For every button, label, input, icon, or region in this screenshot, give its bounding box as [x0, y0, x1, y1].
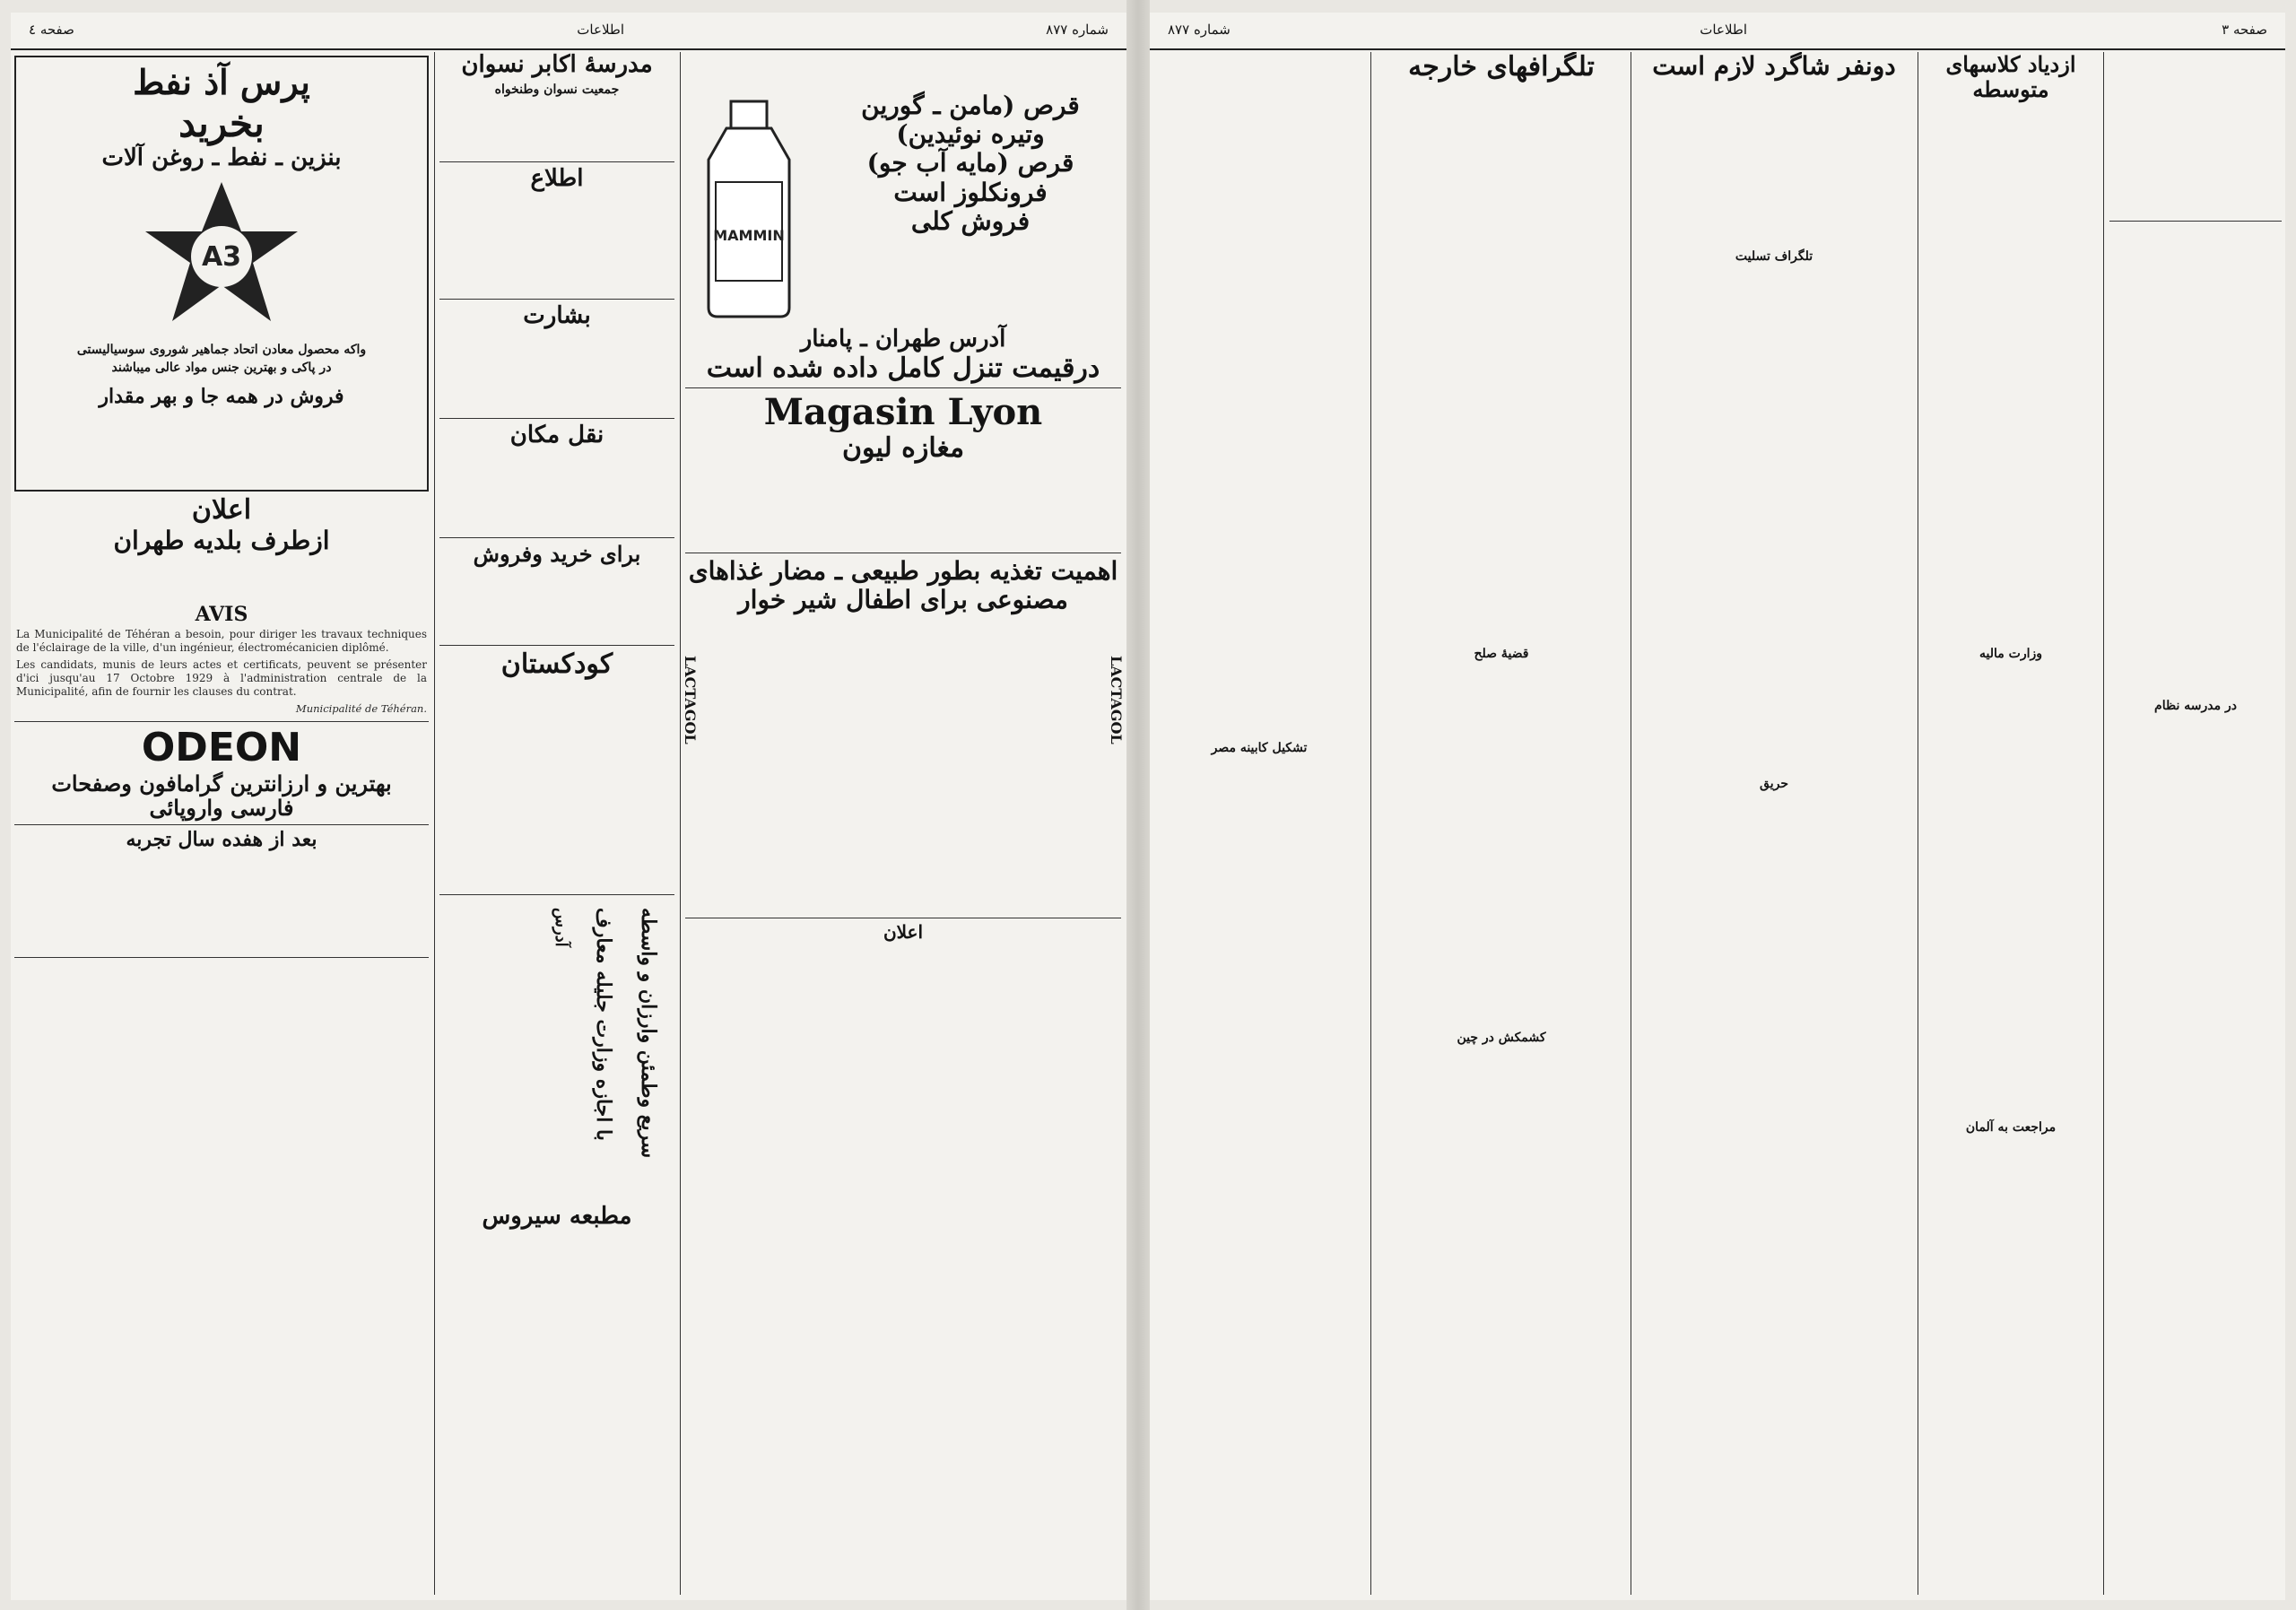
cabinet-section: تشکیل کابینه مصر: [1211, 741, 1308, 755]
col5-text-b: [1150, 759, 1369, 1588]
odeon-line2: فارسی واروپائی: [149, 795, 294, 822]
bottle-label: MAMMIN: [713, 227, 785, 244]
school-ad-body: [436, 100, 678, 158]
nutrition-title2: مصنوعی برای اطفال شیر خوار: [738, 585, 1068, 615]
kindergarten-body: [436, 681, 678, 891]
col3-text-b: [1634, 267, 1914, 773]
col3-text-c: [1634, 795, 1914, 1426]
vertical-ad-line2: با اجازه وزارت جلیله معارف: [592, 907, 615, 1141]
oil-ad-desc: واکه محصول معادن اتحاد جماهیر شوروی سوسیالیستی: [76, 342, 367, 357]
experience-ad: [11, 829, 432, 953]
lactagol-left: LACTAGOL: [682, 655, 699, 744]
divider: [439, 161, 674, 162]
oil-ad-products: بنزین ـ نفط ـ روغن آلات: [101, 144, 342, 171]
column-rule: [680, 52, 681, 1595]
telegraph-section: تلگراف تسلیت: [1735, 249, 1813, 265]
col1-text-b: [2106, 225, 2285, 695]
ministry-section: وزارت مالیه: [1979, 647, 2042, 662]
odeon-line1: بهترین و ارزانترین گرامافون وصفحات: [51, 770, 392, 796]
col4-text-a: [1374, 83, 1629, 643]
municipality-notice: [11, 495, 432, 718]
buy-sell-title: برای خرید وفروش: [473, 540, 641, 567]
experience-title: بعد از هفده سال تجربه: [126, 827, 317, 851]
left-page: [11, 13, 1126, 1600]
itela-title: اطلاع: [530, 164, 584, 192]
column-rule: [1370, 52, 1371, 1595]
lactagol-right: LACTAGOL: [1108, 655, 1125, 744]
right-col-1: [2106, 52, 2285, 1595]
municipality-title: اعلان: [191, 494, 252, 526]
left-col-right: [682, 52, 1125, 1595]
svg-text:A3: A3: [201, 240, 242, 273]
nutrition-body: [705, 614, 1101, 914]
issue-number: شماره ٨٧٧: [1046, 22, 1109, 38]
star-logo-icon: [132, 178, 311, 330]
left-col-ads: [11, 52, 432, 1595]
col5-text-a: [1150, 52, 1369, 737]
divider: [14, 721, 429, 722]
return-section: مراجعت به آلمان: [1965, 1120, 2057, 1136]
column-rule: [2103, 52, 2104, 1595]
page-label: صفحه ٤: [29, 22, 74, 38]
right-page: [1150, 13, 2285, 1600]
divider: [439, 299, 674, 300]
oil-ad-sales: فروش در همه جا و بهر مقدار: [99, 384, 344, 408]
china-section: کشمکش در چین: [1457, 1030, 1546, 1045]
municipality-subtitle: ازطرف بلدیه طهران: [113, 525, 330, 555]
moving-body: [436, 449, 678, 534]
right-col-3: [1634, 52, 1914, 1595]
kindergarten-title: کودکستان: [500, 648, 613, 681]
col1-text-c: [2106, 717, 2285, 1527]
headline-1: تلگرافهای خارجه: [1408, 52, 1595, 83]
divider: [14, 957, 429, 958]
moving-title: نقل مکان: [509, 421, 604, 448]
paper-name: اطلاعات: [1700, 22, 1747, 38]
oil-ad-buy: بخرید: [178, 100, 265, 145]
divider: [14, 824, 429, 825]
oil-ad: [14, 56, 429, 492]
col4-text-b: [1374, 665, 1629, 1027]
mammin-discount: درقیمت تنزل کامل داده شده است: [706, 352, 1100, 384]
avis-title: AVIS: [195, 602, 248, 626]
page-gutter: [1126, 0, 1150, 1610]
vertical-print-ad: [436, 899, 678, 1240]
lyon-title: Magasin Lyon: [763, 391, 1043, 434]
divider: [439, 537, 674, 538]
avis-text-2: Les candidats, munis de leurs actes et certificats, peuvent se présenter d'ici jusqu'au 17 Octobre 1929 à l'administration centrale de la Municipalité, afin de fournir les clauses du contrat.: [16, 657, 427, 698]
right-page-header: [1150, 13, 2285, 50]
col3-text-a: [1634, 81, 1914, 246]
col2-text-b: [1921, 665, 2100, 1117]
school-section: در مدرسه نظام: [2154, 699, 2237, 713]
page-label: صفحه ٣: [2222, 22, 2267, 38]
paper-name: اطلاعات: [577, 22, 624, 38]
avis-sign: Municipalité de Téhéran.: [295, 701, 427, 715]
odeon-ad: [11, 726, 432, 821]
col2-text-a: [1921, 101, 2100, 643]
mammin-address: آدرس طهران ـ پامنار: [800, 326, 1006, 352]
column-rule: [434, 52, 435, 1595]
notices-body: [682, 943, 1125, 1413]
peace-section: قضیهٔ صلح: [1474, 646, 1529, 661]
vertical-ad-sign: مطبعه سیروس: [482, 1202, 632, 1230]
oil-ad-title: پرس آذ نفط: [133, 62, 310, 102]
mammin-ad: [682, 91, 1125, 326]
mammin-drug4: فرونکلوز است: [893, 177, 1048, 207]
experience-body: [11, 851, 432, 953]
headline-3: ازدیاد کلاسهای متوسطه: [1945, 52, 2076, 102]
school-ad-subtitle: جمعیت نسوان وطنخواه: [494, 82, 620, 97]
itela-body: [436, 193, 678, 295]
lyon-body: [682, 465, 1125, 549]
municipality-body: [11, 555, 432, 604]
vertical-ad-line1: سریع وطمئن وارزان و واسطه: [637, 907, 660, 1158]
classified-notices: [11, 962, 432, 1432]
right-col-4: [1374, 52, 1629, 1595]
right-col-5: [1150, 52, 1369, 1595]
school-ad-title: مدرسهٔ اکابر نسوان: [461, 52, 653, 78]
mammin-sale: فروش کلی: [910, 205, 1031, 236]
medicine-bottle-icon: [682, 97, 816, 321]
mammin-top-text: [682, 52, 1125, 91]
notices-title: اعلان: [883, 921, 924, 944]
headline-2: دونفر شاگرد لازم است: [1652, 52, 1896, 81]
vertical-ad-line3: آدرس: [552, 907, 570, 947]
divider: [685, 387, 1121, 388]
mammin-drug3: قرص (مایه آب جو): [866, 148, 1074, 178]
left-col-middle: [436, 52, 678, 1595]
fire-section: حریق: [1760, 777, 1788, 792]
avis-text-1: La Municipalité de Téhéran a besoin, pour diriger les travaux techniques de l'éclairage de la ville, d'un ingénieur, électromécanicien diplômé.: [16, 627, 427, 654]
nutrition-ad: [682, 557, 1125, 914]
basharat-title: بشارت: [523, 301, 591, 329]
divider: [439, 894, 674, 895]
lyon-persian: مغازه لیون: [841, 432, 965, 465]
nutrition-title1: اهمیت تغذیه بطور طبیعی ـ مضار غذاهای: [688, 555, 1118, 586]
basharat-body: [436, 330, 678, 414]
issue-number: شماره ٨٧٧: [1168, 22, 1231, 38]
mammin-drug2: وتیره نوئیدین): [896, 119, 1045, 150]
col4-text-c: [1374, 1049, 1629, 1501]
col2-text-c: [1921, 1138, 2100, 1501]
left-page-header: [11, 13, 1126, 50]
buy-sell-body: [436, 566, 678, 641]
divider: [2109, 221, 2282, 222]
odeon-title: ODEON: [141, 724, 302, 770]
oil-ad-quality: در پاکی و بهترین جنس مواد عالی میباشند: [111, 360, 332, 375]
right-col-2: [1921, 52, 2100, 1595]
mammin-drug1: قرص (مامن ـ گورین: [861, 91, 1080, 120]
divider: [439, 645, 674, 646]
divider: [439, 418, 674, 419]
col1-text-a: [2106, 52, 2285, 217]
